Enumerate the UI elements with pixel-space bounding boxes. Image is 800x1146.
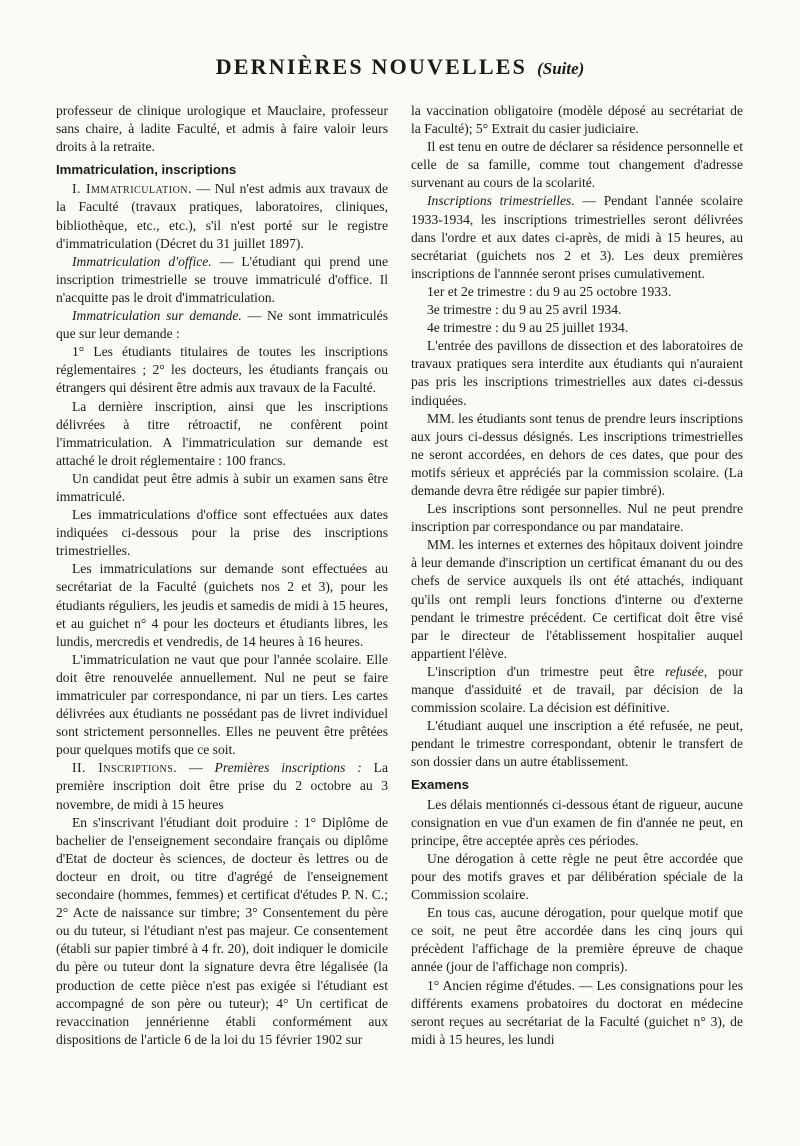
paragraph: L'étudiant auquel une inscription a été refusée, ne peut, pendant le trimestre correspondant, obtenir le transfert de son dossier dans un autre établissement. — [411, 718, 743, 770]
run-text: La première inscription doit être prise du 2 octobre au 3 novembre, de midi à 15 heures — [56, 760, 389, 812]
run-lead: I. Immatriculation. — [72, 181, 192, 197]
paragraph: Les délais mentionnés ci-dessous étant de rigueur, aucune consignation en vue d'un examen de fin d'année ne peut, en principe, être acceptée après ces périodes. — [411, 796, 743, 848]
run-lead: II. Inscriptions. — [72, 760, 178, 776]
run-lead: Immatriculation sur demande. — [72, 308, 242, 324]
trimester-line: 3e trimestre : du 9 au 25 avril 1934. — [427, 302, 622, 318]
paragraph: MM. les étudiants sont tenus de prendre leurs inscriptions aux jours ci-dessus désignés. Les inscriptions trimestrielles ne seront accordées, en dehors de ces dates, que pour des motifs sérieux et appréciés par la commission scolaire. (La demande devra être rédigée sur papier timbré). — [411, 410, 743, 498]
header-title: DERNIÈRES NOUVELLES — [215, 54, 528, 79]
right-column — [411, 102, 743, 1049]
paragraph: La dernière inscription, ainsi que les inscriptions délivrées à titre rétroactif, ne confèrent point l'immatriculation. A l'immatriculation sur demande est attaché le droit réglementaire : 100 francs. — [56, 398, 388, 468]
paragraph: En tous cas, aucune dérogation, pour quelque motif que ce soit, ne peut être accordée dans les cinq jours qui précèdent l'affichage de la première épreuve de chaque année (jour de l'affichage non compris). — [411, 905, 743, 975]
section-heading-examens: Examens — [411, 777, 469, 793]
paragraph: Les immatriculations d'office sont effectuées aux dates indiquées ci-dessous pour la prise des inscriptions trimestrielles. — [56, 507, 388, 559]
run-italic: Premières inscriptions : — [214, 760, 362, 776]
run-text: L'inscription d'un trimestre peut être — [427, 663, 666, 679]
paragraph: 1° Ancien régime d'études. — Les consignations pour les différents examens probatoires du doctorat en médecine seront reçues au secrétariat de la Faculté (guichet n° 3), de midi à 15 heures, les lundi — [411, 977, 743, 1047]
trimester-line: 1er et 2e trimestre : du 9 au 25 octobre 1933. — [427, 283, 672, 299]
header-suite: (Suite) — [537, 59, 585, 78]
paragraph — [411, 663, 743, 717]
paragraph: Il est tenu en outre de déclarer sa résidence personnelle et celle de sa famille, comme tout changement d'adresse survenant au cours de la scolarité. — [411, 139, 743, 191]
paragraph: la vaccination obligatoire (modèle déposé au secrétariat de la Faculté); 5° Extrait du casier judiciaire. — [411, 103, 743, 137]
trimester-line: 4e trimestre : du 9 au 25 juillet 1934. — [427, 320, 629, 336]
section-heading-immatriculation: Immatriculation, inscriptions — [56, 162, 237, 178]
paragraph: professeur de clinique urologique et Mauclaire, professeur sans chaire, à ladite Faculté, et admis à faire valoir leurs droits à la retraite. — [56, 103, 388, 155]
paragraph — [56, 253, 388, 307]
paragraph: Un candidat peut être admis à subir un examen sans être immatriculé. — [56, 470, 388, 504]
run-italic: refusée — [665, 663, 704, 679]
paragraph — [56, 180, 388, 252]
run-lead: Immatriculation d'office. — [72, 253, 212, 269]
paragraph: Les immatriculations sur demande sont effectuées au secrétariat de la Faculté (guichets nos 2 et 3), pour les étudiants réguliers, les jeudis et samedis de midi à 15 heures, et au guichet n° 4 pour les docteurs et étudiants libres, les lundis, mercredis et vendredis, de 14 heures à 16 heures. — [56, 561, 388, 649]
paragraph: L'immatriculation ne vaut que pour l'année scolaire. Elle doit être renouvelée annuellement. Nul ne peut se faire immatriculer par correspondance, ni par un tiers. Les cartes délivrées aux étudiants ne possédant pas de livret individuel sont strictement personnelles. Elles ne peuvent être prêtées pour quelques motifs que ce soit. — [56, 651, 388, 758]
page-header — [0, 54, 800, 80]
paragraph: En s'inscrivant l'étudiant doit produire : 1° Diplôme de bachelier de l'enseignement secondaire français ou diplôme d'Etat de docteur ès sciences, de docteur ès lettres ou de docteur en droit, ou titre d'agrégé de l'enseignement secondaire (hommes, femmes) et certificat d'études P. N. C.; 2° Acte de naissance sur timbre; 3° Consentement du père ou du tuteur, si l'étudiant n'est pas majeur. Ce consentement (établi sur papier timbré à 4 fr. 20), doit indiquer le domicile du père ou tuteur dont la signature devra être légalisée (la production de cette pièce n'est pas exigée si l'étudiant est accompagné de son père ou tuteur); 4° Un certificat de revaccination jennérienne établi conformément aux dispositions de l'article 6 de la loi du 15 février 1902 sur — [56, 814, 388, 1047]
run-text: — Ne sont immatriculés que sur leur demande : — [56, 308, 389, 342]
run-text: — Nul n'est admis aux travaux de la Faculté (travaux pratiques, laboratoires, cliniques, bibliothèque, etc., etc.), s'il n'est porté sur le registre d'immatriculation (Décret du 31 juillet 1897). — [56, 181, 389, 251]
run-text: — Pendant l'année scolaire 1933-1934, les inscriptions trimestrielles seront délivrées dans l'ordre et aux dates ci-après, de midi à 15 heures, au secrétariat (guichets nos 2 et 3). Les deux premières inscriptions de l'annnée seront prises cumulativement. — [411, 193, 743, 281]
paragraph: Les inscriptions sont personnelles. Nul ne peut prendre inscription par correspondance ou par mandataire. — [411, 501, 743, 535]
paragraph: L'entrée des pavillons de dissection et des laboratoires de travaux pratiques sera interdite aux étudiants qui n'auraient pas pris les inscriptions trimestrielles aux dates ci-dessus indiquées. — [411, 338, 743, 408]
run-lead: Inscriptions trimestrielles. — [427, 193, 575, 209]
paragraph — [56, 307, 388, 343]
paragraph: Une dérogation à cette règle ne peut être accordée que pour des motifs graves et par délibération spéciale de la Commission scolaire. — [411, 850, 743, 903]
run-text: — — [177, 760, 215, 776]
paragraph: 1° Les étudiants titulaires de toutes les inscriptions réglementaires ; 2° les docteurs, les étudiants français ou étrangers qui désirent être admis aux travaux de la Faculté. — [56, 344, 388, 396]
run-text: , pour manque d'assiduité et de travail, par décision de la commission scolaire. La décision est définitive. — [411, 663, 743, 716]
paragraph — [56, 759, 388, 813]
left-column — [56, 102, 388, 1049]
run-text: — L'étudiant qui prend une inscription trimestrielle se trouve immatriculé d'office. Il n'acquitte pas le droit d'immatriculation. — [56, 253, 388, 305]
paragraph — [411, 192, 743, 282]
paragraph: MM. les internes et externes des hôpitaux doivent joindre à leur demande d'inscription un certificat émanant du ou des chefs de service auxquels ils ont été attachés, indiquant qu'ils ont rempli leurs fonctions d'interne ou d'externe pendant le trimestre précédent. Ce certificat doit être visé par le directeur de l'établissement hospitalier auquel appartient l'élève. — [411, 537, 743, 661]
